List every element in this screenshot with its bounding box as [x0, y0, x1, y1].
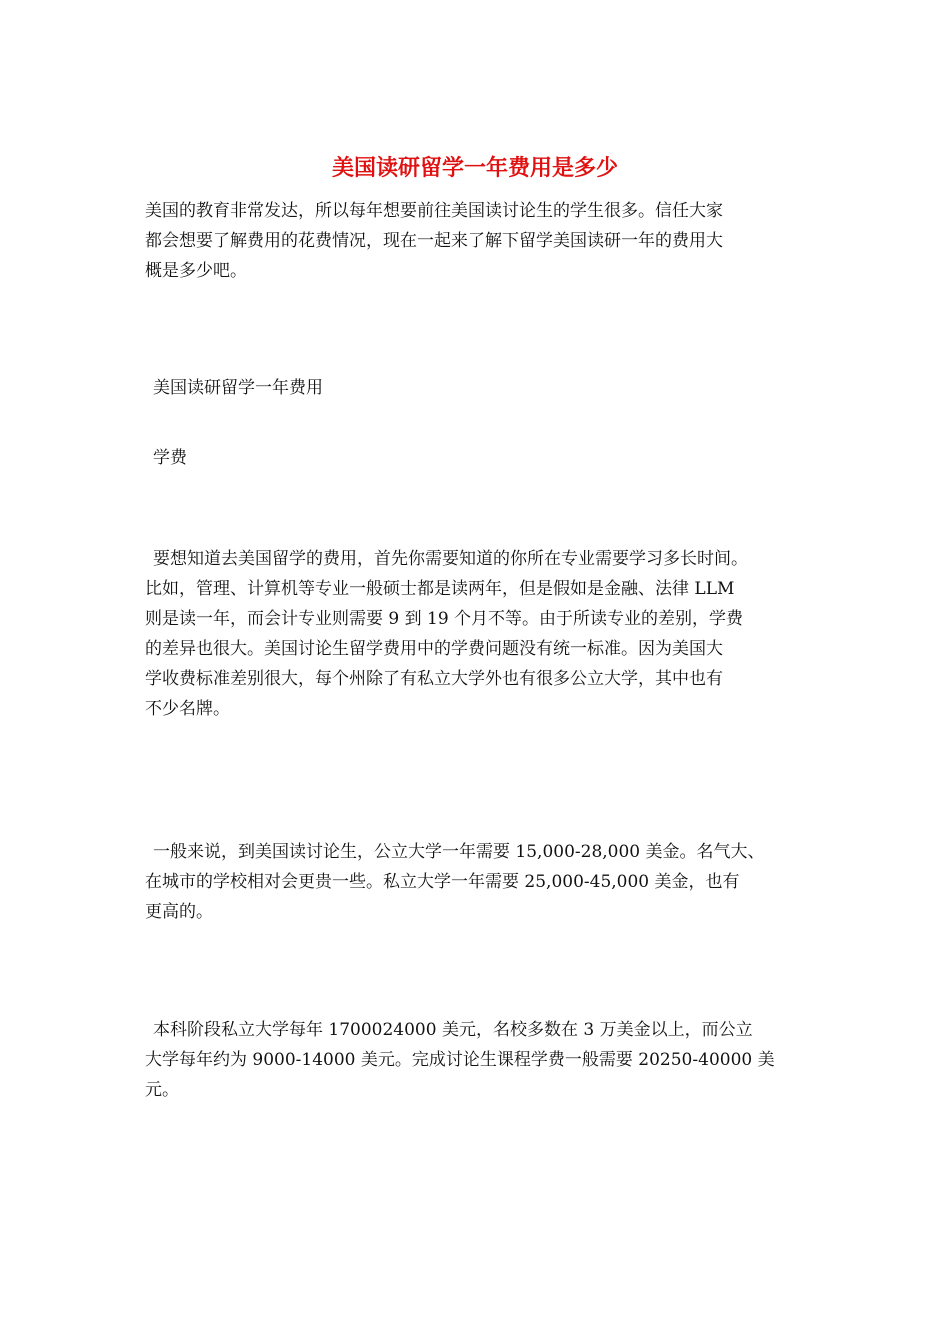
- tuition-paragraph: [145, 544, 810, 724]
- text-line: 概是多少吧。: [145, 261, 247, 281]
- section-heading: [145, 373, 810, 403]
- text-line: 则是读一年，而会计专业则需要 9 到 19 个月不等。由于所读专业的差别，学费: [145, 609, 744, 629]
- undergrad-cost-paragraph: [145, 1015, 810, 1105]
- text-line: 一般来说，到美国读讨论生，公立大学一年需要 15,000-28,000 美金。名气大、: [153, 842, 765, 862]
- text-line: 的差异也很大。美国讨论生留学费用中的学费问题没有统一标准。因为美国大: [145, 639, 723, 659]
- section-heading-text: 美国读研留学一年费用: [153, 378, 323, 398]
- cost-range-paragraph: [145, 837, 810, 927]
- text-line: 不少名牌。: [145, 699, 230, 719]
- text-line: 美国的教育非常发达，所以每年想要前往美国读讨论生的学生很多。信任大家: [145, 201, 723, 221]
- text-line: 都会想要了解费用的花费情况，现在一起来了解下留学美国读研一年的费用大: [145, 231, 723, 251]
- sub-heading: [145, 443, 810, 473]
- text-line: 大学每年约为 9000-14000 美元。完成讨论生课程学费一般需要 20250-40000 美: [145, 1050, 775, 1070]
- text-line: 比如，管理、计算机等专业一般硕士都是读两年，但是假如是金融、法律 LLM: [145, 579, 735, 599]
- text-line: 更高的。: [145, 902, 213, 922]
- document-title: 美国读研留学一年费用是多少: [331, 155, 618, 181]
- text-line: 要想知道去美国留学的费用，首先你需要知道的你所在专业需要学习多长时间。: [153, 549, 748, 569]
- text-line: 学收费标准差别很大，每个州除了有私立大学外也有很多公立大学，其中也有: [145, 669, 723, 689]
- intro-paragraph: [145, 196, 810, 286]
- text-line: 在城市的学校相对会更贵一些。私立大学一年需要 25,000-45,000 美金，也有: [145, 872, 740, 892]
- sub-heading-text: 学费: [153, 448, 187, 468]
- text-line: 元。: [145, 1080, 179, 1100]
- text-line: 本科阶段私立大学每年 1700024000 美元，名校多数在 3 万美金以上，而公立: [153, 1020, 753, 1040]
